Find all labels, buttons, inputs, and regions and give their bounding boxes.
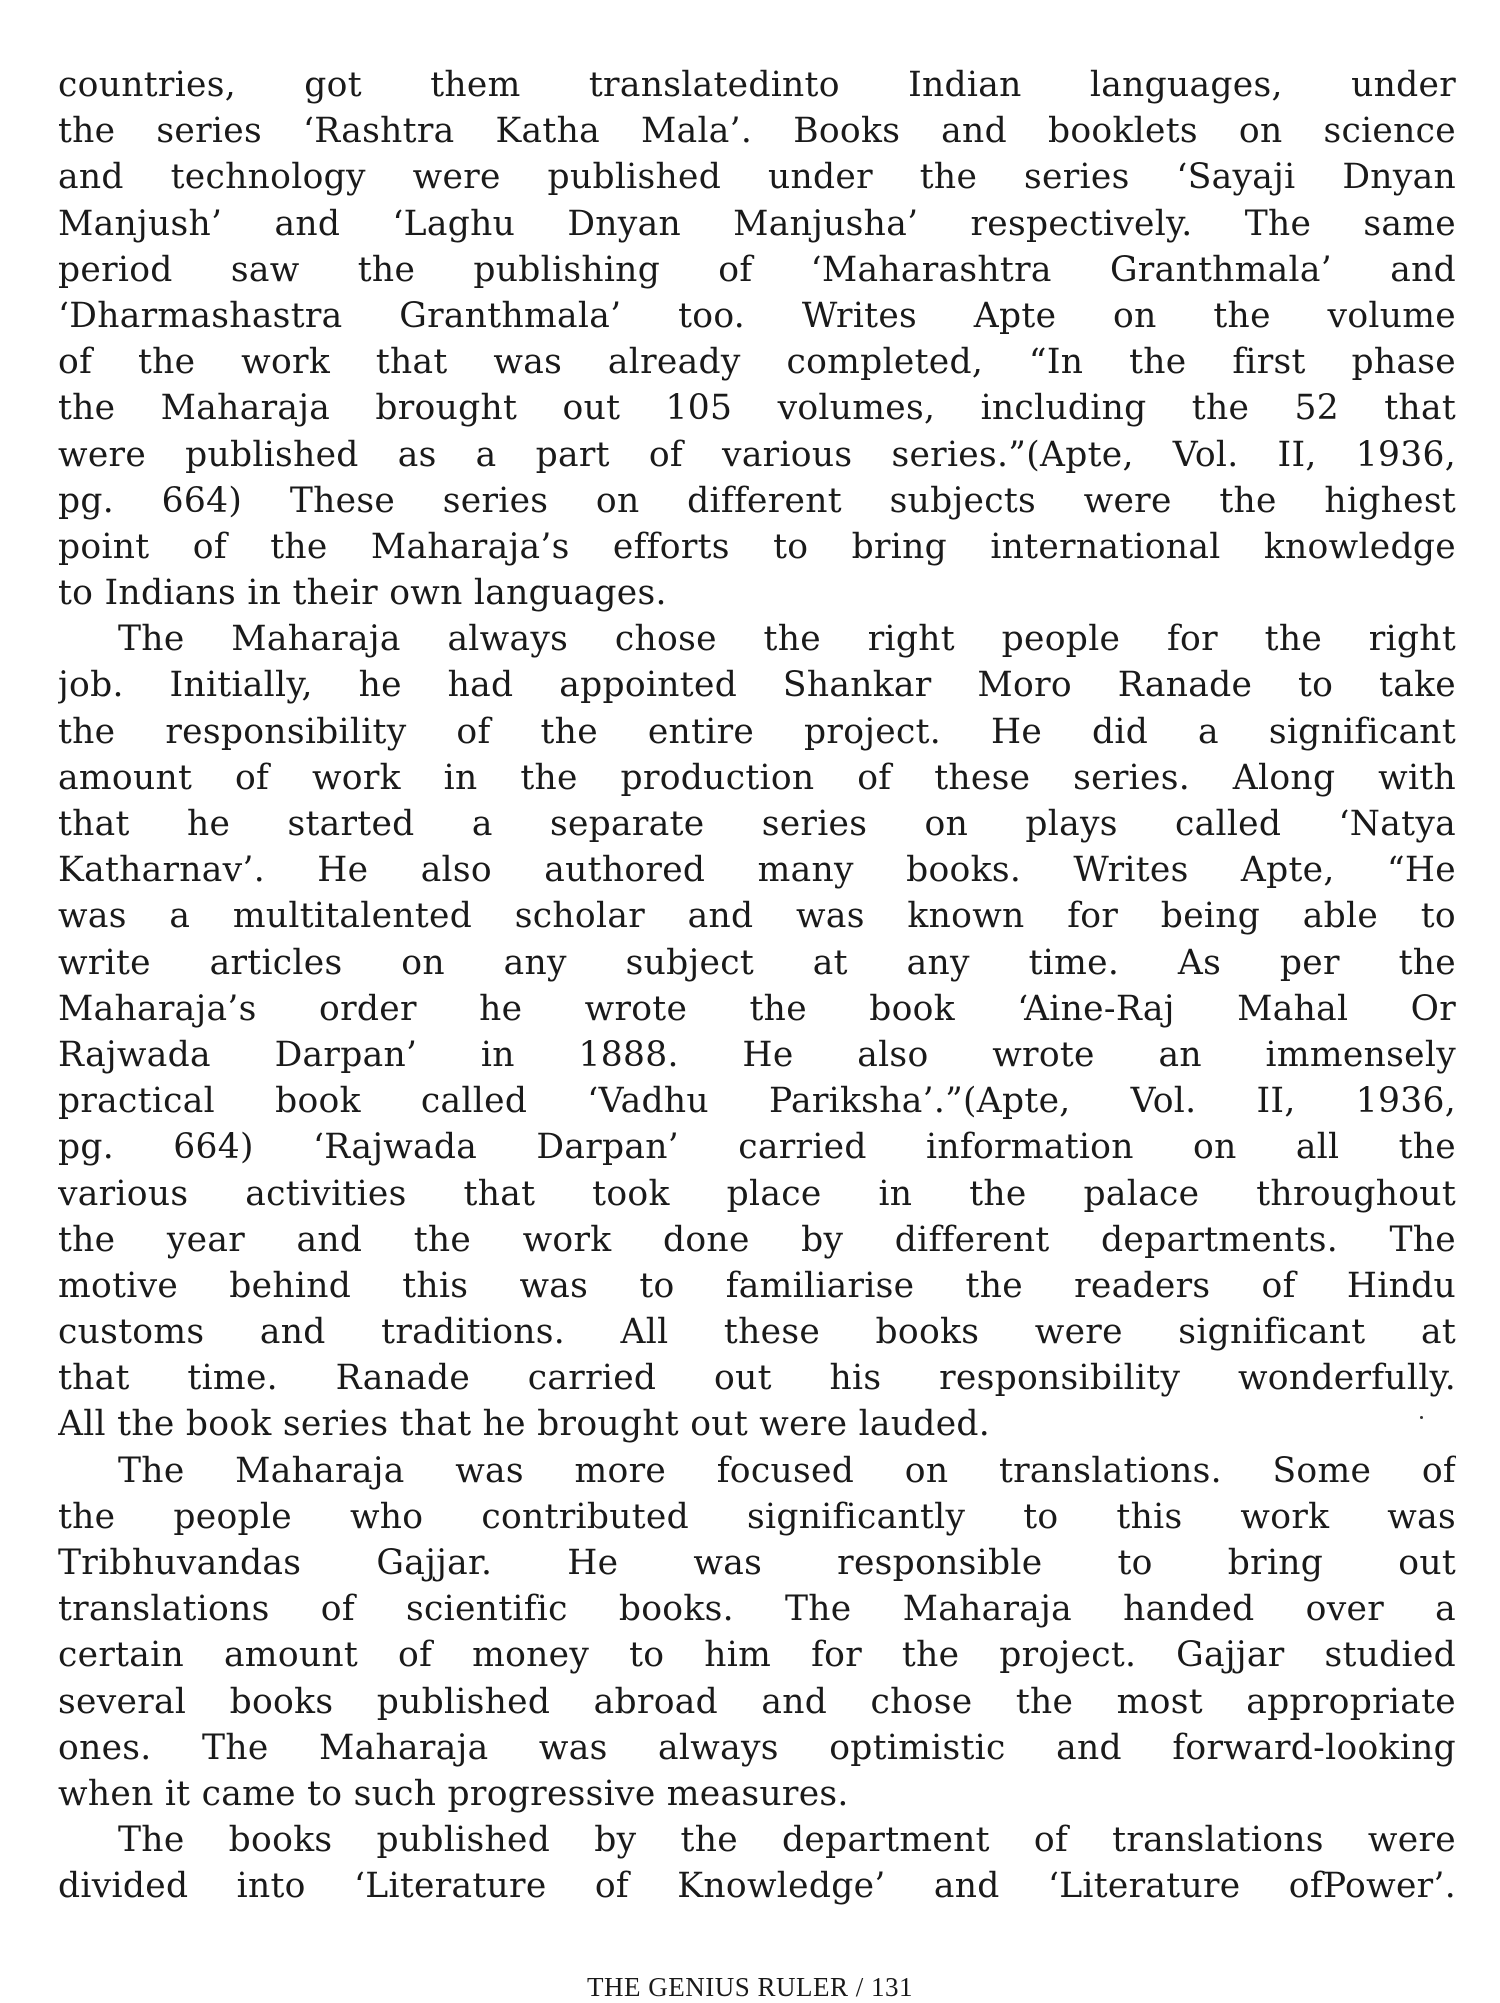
- text-line: The books published by the department of translations were: [118, 1820, 1456, 1861]
- text-line: customs and traditions. All these books were significant at: [58, 1312, 1456, 1353]
- text-line: when it came to such progressive measures.: [58, 1773, 849, 1814]
- text-line: were published as a part of various series.”(Apte, Vol. II, 1936,: [58, 434, 1456, 475]
- text-line: Tribhuvandas Gajjar. He was responsible to bring out: [58, 1543, 1456, 1583]
- text-line: pg. 664) These series on different subjects were the highest: [58, 480, 1456, 521]
- text-line: countries, got them translatedinto Indian languages, under: [58, 65, 1456, 105]
- text-line: write articles on any subject at any time. As per the: [58, 942, 1456, 983]
- text-line: the responsibility of the entire project. He did a significant: [58, 711, 1456, 752]
- text-line: to Indians in their own languages.: [58, 573, 667, 614]
- text-line: certain amount of money to him for the project. Gajjar studied: [58, 1635, 1456, 1676]
- text-line: pg. 664) ‘Rajwada Darpan’ carried information on all the: [58, 1127, 1456, 1168]
- text-line: motive behind this was to familiarise the readers of Hindu: [58, 1265, 1456, 1306]
- text-line: ones. The Maharaja was always optimistic and forward-looking: [58, 1727, 1456, 1768]
- text-line: Manjush’ and ‘Laghu Dnyan Manjusha’ respectively. The same: [58, 203, 1456, 244]
- text-line: point of the Maharaja’s efforts to bring international knowledge: [58, 526, 1456, 567]
- text-line: Katharnav’. He also authored many books. Writes Apte, “He: [58, 850, 1456, 891]
- text-line: All the book series that he brought out were lauded.: [58, 1404, 991, 1445]
- text-line: practical book called ‘Vadhu Pariksha’.”(Apte, Vol. II, 1936,: [58, 1081, 1456, 1122]
- text-line: the series ‘Rashtra Katha Mala’. Books and booklets on science: [58, 111, 1456, 152]
- text-line: The Maharaja was more focused on translations. Some of: [118, 1450, 1456, 1491]
- text-line: that he started a separate series on plays called ‘Natya: [58, 804, 1456, 844]
- text-line: amount of work in the production of these series. Along with: [58, 757, 1456, 798]
- page-footer: THE GENIUS RULER / 131: [587, 1972, 913, 2002]
- text-line: Maharaja’s order he wrote the book ‘Aine-Raj Mahal Or: [58, 988, 1456, 1029]
- text-line: the people who contributed significantly to this work was: [58, 1496, 1456, 1537]
- text-line: Rajwada Darpan’ in 1888. He also wrote an immensely: [58, 1034, 1456, 1075]
- body-text: [58, 62, 1456, 1910]
- text-line: ‘Dharmashastra Granthmala’ too. Writes Apte on the volume: [58, 295, 1456, 336]
- text-line: job. Initially, he had appointed Shankar Moro Ranade to take: [58, 665, 1456, 706]
- text-line: divided into ‘Literature of Knowledge’ and ‘Literature ofPower’.: [58, 1866, 1456, 1907]
- text-line: The Maharaja always chose the right people for the right: [118, 619, 1456, 660]
- text-line: that time. Ranade carried out his responsibility wonderfully.: [58, 1358, 1456, 1399]
- scan-speck: [1420, 1416, 1423, 1419]
- text-line: various activities that took place in the palace throughout: [58, 1173, 1456, 1214]
- text-line: and technology were published under the series ‘Sayaji Dnyan: [58, 157, 1456, 198]
- text-line: translations of scientific books. The Maharaja handed over a: [58, 1589, 1456, 1630]
- text-line: the year and the work done by different departments. The: [58, 1219, 1456, 1260]
- text-line: period saw the publishing of ‘Maharashtra Granthmala’ and: [58, 249, 1456, 290]
- text-line: the Maharaja brought out 105 volumes, including the 52 that: [58, 388, 1456, 429]
- text-line: was a multitalented scholar and was known for being able to: [58, 896, 1456, 937]
- text-line: several books published abroad and chose the most appropriate: [58, 1681, 1456, 1722]
- text-line: of the work that was already completed, “In the first phase: [58, 342, 1456, 383]
